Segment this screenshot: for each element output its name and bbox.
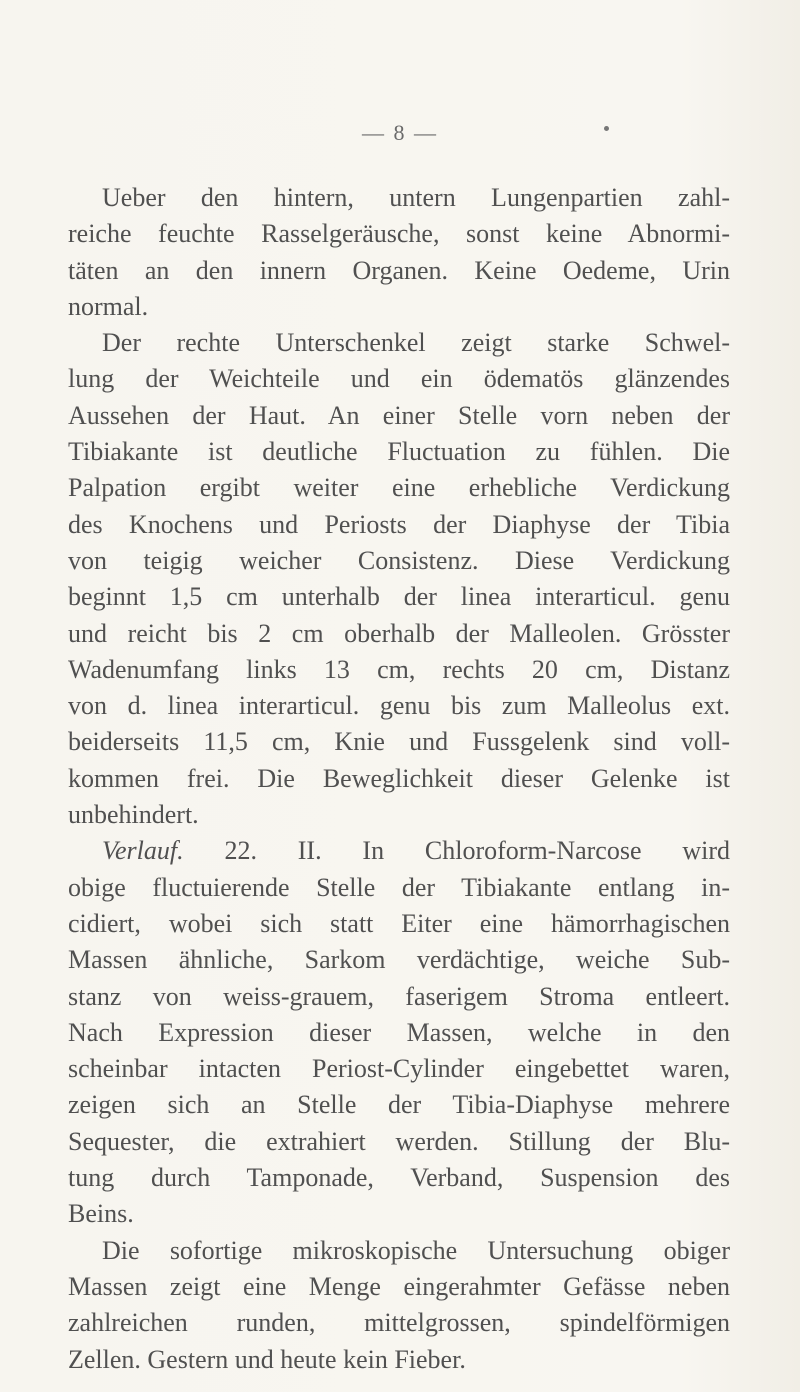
text-line: cidiert, wobei sich statt Eiter eine hämorrhagischen	[68, 908, 730, 938]
ink-speck	[604, 126, 609, 131]
text-line: scheinbar intacten Periost-Cylinder eingebettet waren,	[68, 1054, 730, 1084]
text-line: obige fluctuierende Stelle der Tibiakante entlang in-	[68, 872, 730, 902]
paragraph-leg-exam	[68, 325, 730, 833]
text-line: Der rechte Unterschenkel zeigt starke Schwel-	[102, 328, 730, 358]
text-line: normal.	[68, 291, 149, 321]
text-line: zeigen sich an Stelle der Tibia-Diaphyse mehrere	[68, 1090, 730, 1120]
text-line: Ueber den hintern, untern Lungenpartien zahl-	[102, 183, 730, 212]
text-line: kommen frei. Die Beweglichkeit dieser Gelenke ist	[68, 763, 730, 793]
text-line: unbehindert.	[68, 800, 199, 830]
text-line: von teigig weicher Consistenz. Diese Verdickung	[68, 545, 730, 575]
section-lead: Verlauf.	[102, 836, 184, 866]
text-line: täten an den innern Organen. Keine Oedeme, Urin	[68, 255, 730, 285]
page-number: — 8 —	[362, 120, 438, 145]
text-line: Palpation ergibt weiter eine erhebliche Verdickung	[68, 473, 730, 503]
text-line-rest: 22. II. In Chloroform-Narcose wird	[183, 836, 730, 866]
text-line: Beins.	[68, 1199, 134, 1229]
paragraph-microscopy	[68, 1233, 730, 1378]
paragraph-findings	[68, 180, 730, 325]
text-line: Massen zeigt eine Menge eingerahmter Gefässe neben	[68, 1271, 730, 1301]
text-line: Die sofortige mikroskopische Untersuchung obiger	[102, 1235, 730, 1265]
text-line: lung der Weichteile und ein ödematös glänzendes	[68, 364, 730, 394]
text-line: Aussehen der Haut. An einer Stelle vorn neben der	[68, 400, 730, 430]
text-line: und reicht bis 2 cm oberhalb der Malleolen. Grösster	[68, 618, 730, 648]
text-line: Massen ähnliche, Sarkom verdächtige, weiche Sub-	[68, 945, 730, 975]
body-text	[68, 180, 730, 1378]
text-line: Zellen. Gestern und heute kein Fieber.	[68, 1344, 466, 1374]
text-line: zahlreichen runden, mittelgrossen, spindelförmigen	[68, 1308, 730, 1338]
text-line: Sequester, die extrahiert werden. Stillung der Blu-	[68, 1126, 730, 1156]
text-line: beiderseits 11,5 cm, Knie und Fussgelenk sind voll-	[68, 727, 730, 757]
text-line: beginnt 1,5 cm unterhalb der linea interarticul. genu	[68, 582, 730, 612]
text-line: stanz von weiss-grauem, faserigem Stroma entleert.	[68, 981, 730, 1011]
text-line: Wadenumfang links 13 cm, rechts 20 cm, Distanz	[68, 654, 730, 684]
text-line: Nach Expression dieser Massen, welche in den	[68, 1017, 730, 1047]
text-line	[68, 833, 730, 869]
text-line: tung durch Tamponade, Verband, Suspension des	[68, 1163, 730, 1193]
text-line: Tibiakante ist deutliche Fluctuation zu fühlen. Die	[68, 437, 730, 467]
paragraph-course	[68, 833, 730, 1232]
text-line: reiche feuchte Rasselgeräusche, sonst keine Abnormi-	[68, 219, 730, 249]
text-line: von d. linea interarticul. genu bis zum Malleolus ext.	[68, 691, 730, 721]
text-line: des Knochens und Periosts der Diaphyse der Tibia	[68, 509, 730, 539]
